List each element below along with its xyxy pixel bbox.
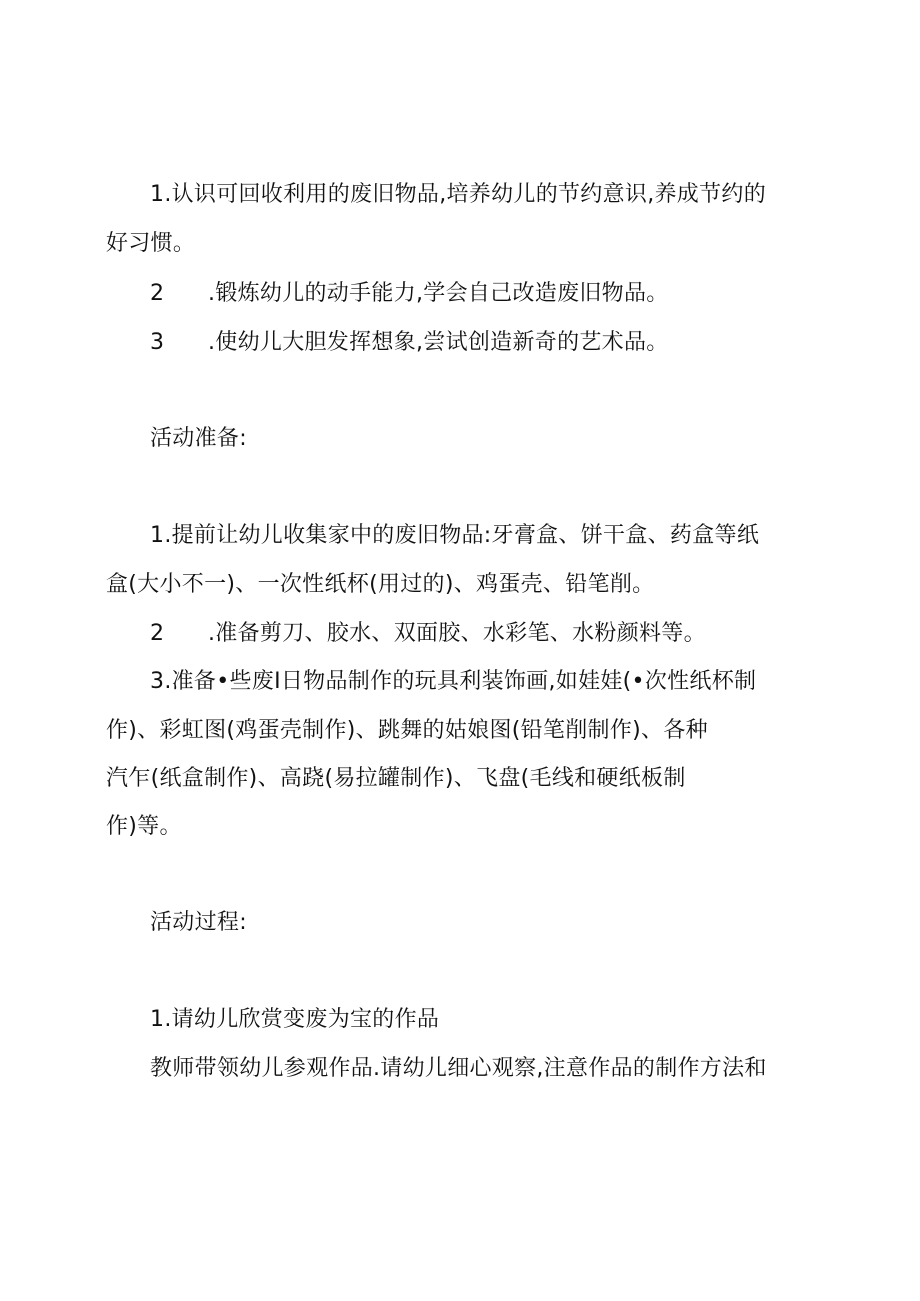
prep-item-2 [150,619,706,649]
prep-item-3-continuation-1: 作)、彩虹图(鸡蛋壳制作)、跳舞的姑娘图(铅笔削制作)、各种 [106,718,708,743]
goal-item-1-number: 1 [150,182,165,207]
prep-item-3-text: .准备•些废I日物品制作的玩具利装饰画,如娃娃(•次性纸杯制 [164,669,757,694]
process-item-1-text: .请幼儿欣赏变废为宝的作品 [164,1007,440,1032]
goal-item-1-text: .认识可回收利用的废旧物品,培养幼儿的节约意识,养成节约的 [164,182,766,207]
prep-item-1-continuation: 盒(大小不一)、一次性纸杯(用过的)、鸡蛋壳、铅笔削。 [106,572,655,597]
goal-item-2-text: .锻炼幼儿的动手能力,学会自己改造废旧物品。 [208,281,669,306]
goal-item-3-number: 3 [150,330,165,355]
prep-item-3-continuation-2: 汽乍(纸盒制作)、高跷(易拉罐制作)、飞盘(毛线和硬纸板制 [106,766,686,791]
prep-item-1 [150,521,759,551]
section-heading-preparation: 活动准备: [150,426,247,451]
process-paragraph: 教师带领幼儿参观作品.请幼儿细心观察,注意作品的制作方法和 [150,1056,767,1081]
prep-item-2-number: 2 [150,621,165,646]
goal-item-1 [150,180,766,210]
prep-item-1-text: .提前让幼儿收集家中的废旧物品:牙膏盒、饼干盒、药盒等纸 [164,523,760,548]
prep-item-3-continuation-3: 作)等。 [106,814,182,839]
prep-item-1-number: 1 [150,523,165,548]
goal-item-3-text: .使幼儿大胆发挥想象,尝试创造新奇的艺术品。 [208,330,669,355]
prep-item-3-number: 3 [150,669,165,694]
process-item-1-number: 1 [150,1007,165,1032]
goal-item-3 [150,328,669,358]
goal-item-1-continuation: 好习惯。 [106,231,196,256]
prep-item-2-text: .准备剪刀、胶水、双面胶、水彩笔、水粉颜料等。 [208,621,706,646]
prep-item-3 [150,667,756,697]
process-item-1 [150,1005,439,1035]
goal-item-2 [150,279,669,309]
section-heading-process: 活动过程: [150,910,247,935]
goal-item-2-number: 2 [150,281,165,306]
